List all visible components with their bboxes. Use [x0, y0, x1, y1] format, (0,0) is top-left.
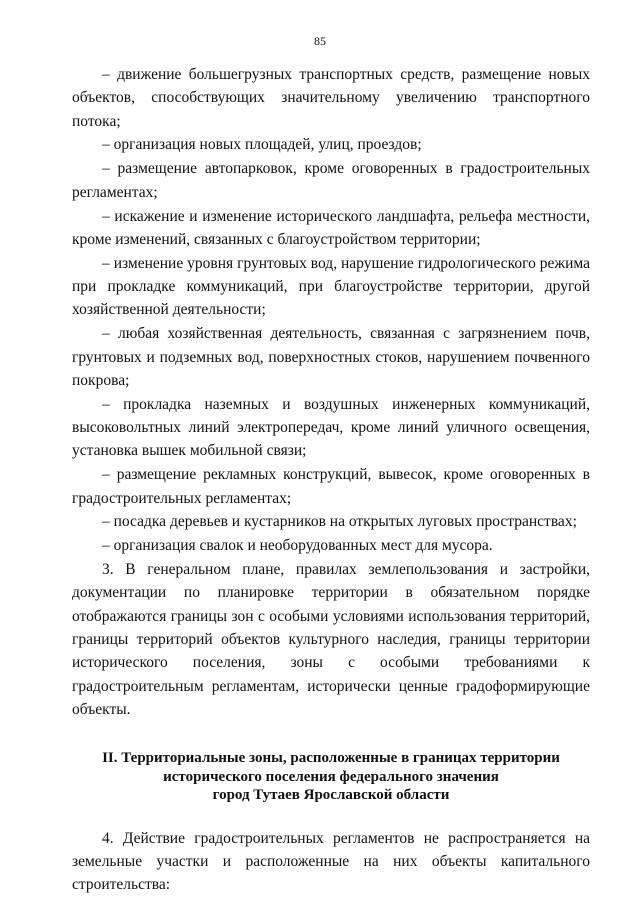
section-heading-line: исторического поселения федерального значения	[163, 768, 499, 785]
list-item: – размещение рекламных конструкций, вывесок, кроме оговоренных в градостроительных регламентах;	[72, 466, 590, 507]
document-body	[72, 63, 590, 897]
list-item: – изменение уровня грунтовых вод, нарушение гидрологического режима при прокладке коммуникаций, при благоустройстве территории, другой хозяйственной деятельности;	[72, 254, 590, 319]
list-item: – организация свалок и необорудованных мест для мусора.	[102, 537, 493, 555]
list-item: – организация новых площадей, улиц, проездов;	[102, 136, 422, 154]
list-item: – любая хозяйственная деятельность, связанная с загрязнением почв, грунтовых и подземных вод, поверхностных стоков, нарушением почвенного покрова;	[72, 325, 590, 389]
list-item: – размещение автопарковок, кроме оговоренных в градостроительных регламентах;	[72, 160, 590, 201]
list-item: – движение большегрузных транспортных средств, размещение новых объектов, способствующих значительному увеличению транспортного потока;	[72, 66, 590, 130]
section-heading-line: II. Территориальные зоны, расположенные в границах территории	[102, 750, 560, 767]
list-item: – искажение и изменение исторического ландшафта, рельефа местности, кроме изменений, связанных с благоустройством территории;	[72, 207, 590, 248]
paragraph-4: 4. Действие градостроительных регламентов не распространяется на земельные участки и расположенные на них объекты капитального строительства:	[72, 829, 590, 894]
paragraph-3: 3. В генеральном плане, правилах землепользования и застройки, документации по планировке территории в обязательном порядке отображаются границы зон с особыми условиями использования территорий, границы территорий объектов культурного наследия, границы территории исторического поселения, зоны с особыми требованиями к градостроительным регламентам, исторически ценные градоформирующие объекты.	[72, 561, 590, 718]
page-number: 85	[314, 34, 326, 48]
list-item: – прокладка наземных и воздушных инженерных коммуникаций, высоковольтных линий электропередач, кроме линий уличного освещения, установка вышек мобильной связи;	[72, 395, 590, 460]
section-heading	[72, 749, 590, 805]
section-heading-line: город Тутаев Ярославской области	[212, 787, 450, 804]
list-item: – посадка деревьев и кустарников на открытых луговых пространствах;	[102, 513, 577, 531]
